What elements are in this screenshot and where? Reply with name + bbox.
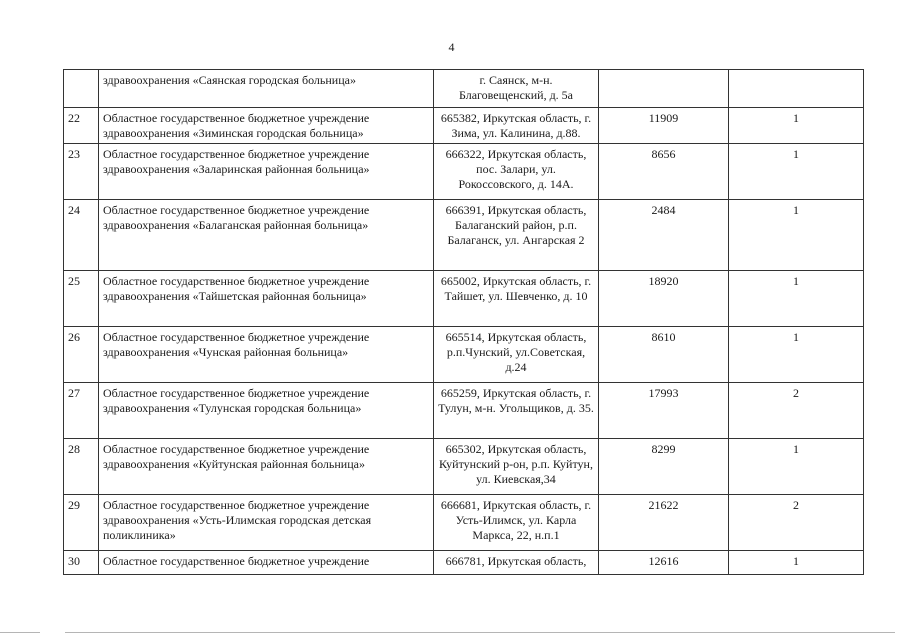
population-value (599, 70, 729, 108)
row-number: 24 (64, 200, 99, 271)
institution-name: Областное государственное бюджетное учреждение здравоохранения «Чунская районная больница» (99, 327, 434, 383)
institution-address: 666781, Иркутская область, (434, 551, 599, 575)
table-row (64, 200, 864, 271)
population-value: 11909 (599, 108, 729, 144)
row-number: 30 (64, 551, 99, 575)
population-value: 8656 (599, 144, 729, 200)
institution-name: Областное государственное бюджетное учреждение здравоохранения «Тулунская городская больница» (99, 383, 434, 439)
row-number: 25 (64, 271, 99, 327)
row-number: 26 (64, 327, 99, 383)
table-row (64, 271, 864, 327)
table-row (64, 70, 864, 108)
scan-artifact-line (65, 632, 895, 633)
table-row (64, 439, 864, 495)
institution-address: 666391, Иркутская область, Балаганский район, р.п. Балаганск, ул. Ангарская 2 (434, 200, 599, 271)
population-value: 12616 (599, 551, 729, 575)
row-number: 22 (64, 108, 99, 144)
institution-name: Областное государственное бюджетное учреждение здравоохранения «Заларинская районная больница» (99, 144, 434, 200)
institution-address: 666322, Иркутская область, пос. Залари, ул. Рокоссовского, д. 14А. (434, 144, 599, 200)
table-row (64, 495, 864, 551)
row-number: 29 (64, 495, 99, 551)
count-value: 2 (729, 495, 864, 551)
table-row (64, 327, 864, 383)
population-value: 21622 (599, 495, 729, 551)
count-value (729, 70, 864, 108)
scan-artifact-line (0, 632, 40, 633)
institution-address: г. Саянск, м-н. Благовещенский, д. 5а (434, 70, 599, 108)
count-value: 1 (729, 439, 864, 495)
population-value: 18920 (599, 271, 729, 327)
population-value: 8610 (599, 327, 729, 383)
institution-name: Областное государственное бюджетное учреждение здравоохранения «Усть-Илимская городская детская поликлиника» (99, 495, 434, 551)
count-value: 1 (729, 271, 864, 327)
row-number: 28 (64, 439, 99, 495)
table-row (64, 144, 864, 200)
count-value: 1 (729, 144, 864, 200)
row-number: 23 (64, 144, 99, 200)
institution-address: 665002, Иркутская область, г. Тайшет, ул. Шевченко, д. 10 (434, 271, 599, 327)
institution-address: 665302, Иркутская область, Куйтунский р-он, р.п. Куйтун, ул. Киевская,34 (434, 439, 599, 495)
institution-name: Областное государственное бюджетное учреждение здравоохранения «Балаганская районная больница» (99, 200, 434, 271)
row-number (64, 70, 99, 108)
institution-name: здравоохранения «Саянская городская больница» (99, 70, 434, 108)
institution-name: Областное государственное бюджетное учреждение здравоохранения «Тайшетская районная больница» (99, 271, 434, 327)
population-value: 2484 (599, 200, 729, 271)
table-row (64, 108, 864, 144)
population-value: 17993 (599, 383, 729, 439)
institution-address: 665382, Иркутская область, г. Зима, ул. Калинина, д.88. (434, 108, 599, 144)
institution-address: 666681, Иркутская область, г. Усть-Илимск, ул. Карла Маркса, 22, н.п.1 (434, 495, 599, 551)
page-number: 4 (448, 40, 455, 54)
count-value: 2 (729, 383, 864, 439)
population-value: 8299 (599, 439, 729, 495)
row-number: 27 (64, 383, 99, 439)
institution-name: Областное государственное бюджетное учреждение здравоохранения «Куйтунская районная больница» (99, 439, 434, 495)
table-row (64, 383, 864, 439)
institution-name: Областное государственное бюджетное учреждение здравоохранения «Зиминская городская больница» (99, 108, 434, 144)
count-value: 1 (729, 200, 864, 271)
institution-address: 665514, Иркутская область, р.п.Чунский, ул.Советская, д.24 (434, 327, 599, 383)
count-value: 1 (729, 108, 864, 144)
institutions-table (63, 69, 864, 575)
institution-name: Областное государственное бюджетное учреждение (99, 551, 434, 575)
table-row (64, 551, 864, 575)
count-value: 1 (729, 327, 864, 383)
institution-address: 665259, Иркутская область, г. Тулун, м-н. Угольщиков, д. 35. (434, 383, 599, 439)
count-value: 1 (729, 551, 864, 575)
